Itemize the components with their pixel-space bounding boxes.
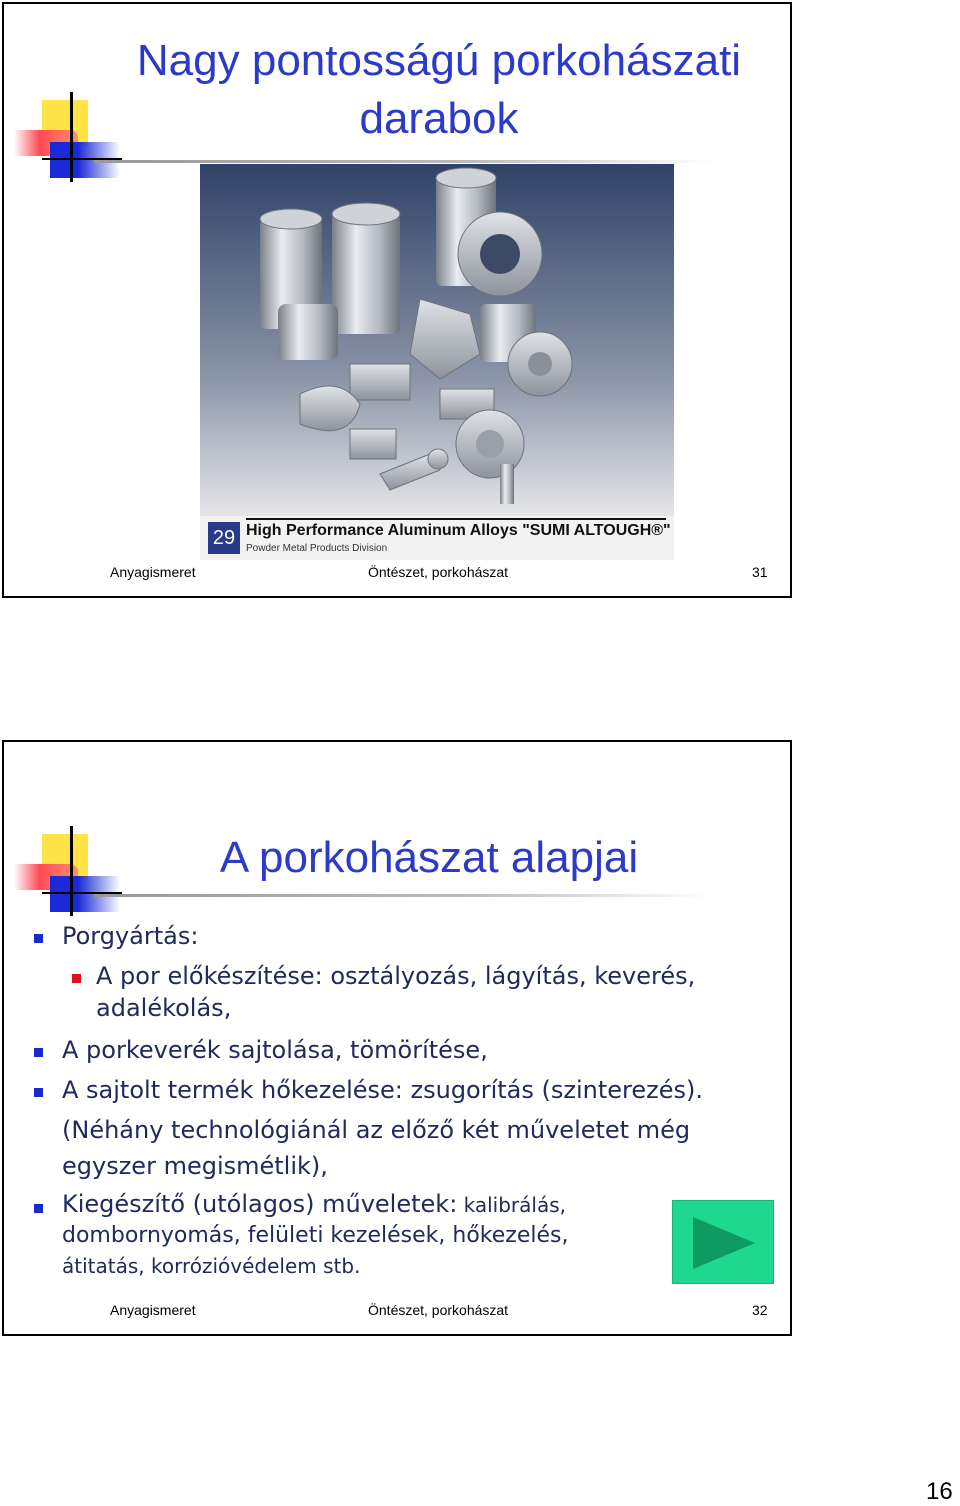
list-item-continued: dombornyomás, felületi kezelések, hőkezelés,	[62, 1223, 569, 1248]
caption-title: High Performance Aluminum Alloys "SUMI ALTOUGH®"	[246, 522, 671, 539]
list-item-continued: adalékolás,	[96, 994, 232, 1022]
footer-center: Öntészet, porkohászat	[368, 1302, 509, 1318]
slide-31	[2, 2, 792, 598]
parts-photo	[200, 164, 674, 560]
list-item-continued: (Néhány technológiánál az előző két műveletet még	[62, 1116, 691, 1144]
footer-left: Anyagismeret	[110, 1302, 196, 1318]
list-item: Porgyártás:	[62, 922, 199, 950]
caption-subtitle: Powder Metal Products Division	[246, 543, 388, 554]
slide-32	[2, 740, 792, 1336]
bullet-marker	[34, 1204, 43, 1213]
footer-left: Anyagismeret	[110, 564, 196, 580]
footer-slide-number: 31	[752, 564, 768, 580]
slide-decoration	[12, 826, 122, 926]
bullet-marker	[34, 1048, 43, 1057]
page-number: 16	[926, 1478, 953, 1505]
slide-title: Nagy pontosságú porkohászati darabok	[136, 36, 742, 143]
title-rule	[94, 160, 714, 163]
title-rule	[94, 894, 714, 897]
bullet-marker	[34, 1088, 43, 1097]
list-item: A por előkészítése: osztályozás, lágyítás, keverés,	[96, 962, 696, 990]
list-item-continued: egyszer megismétlik),	[62, 1152, 328, 1180]
play-icon	[673, 1201, 775, 1285]
play-button[interactable]	[672, 1200, 774, 1284]
caption-number: 29	[208, 522, 240, 554]
list-item-continued: átitatás, korrózióvédelem stb.	[62, 1254, 361, 1278]
sub-bullet-marker	[72, 974, 81, 983]
footer-slide-number: 32	[752, 1302, 768, 1318]
bullet-marker	[34, 934, 43, 943]
list-item: Kiegészítő (utólagos) műveletek: kalibrálás,	[62, 1190, 567, 1218]
list-item: A sajtolt termék hőkezelése: zsugorítás (szinterezés).	[62, 1076, 704, 1104]
list-item: A porkeverék sajtolása, tömörítése,	[62, 1036, 488, 1064]
footer-center: Öntészet, porkohászat	[368, 564, 509, 580]
photo-caption	[200, 516, 674, 560]
slide-title: A porkohászat alapjai	[219, 833, 639, 882]
